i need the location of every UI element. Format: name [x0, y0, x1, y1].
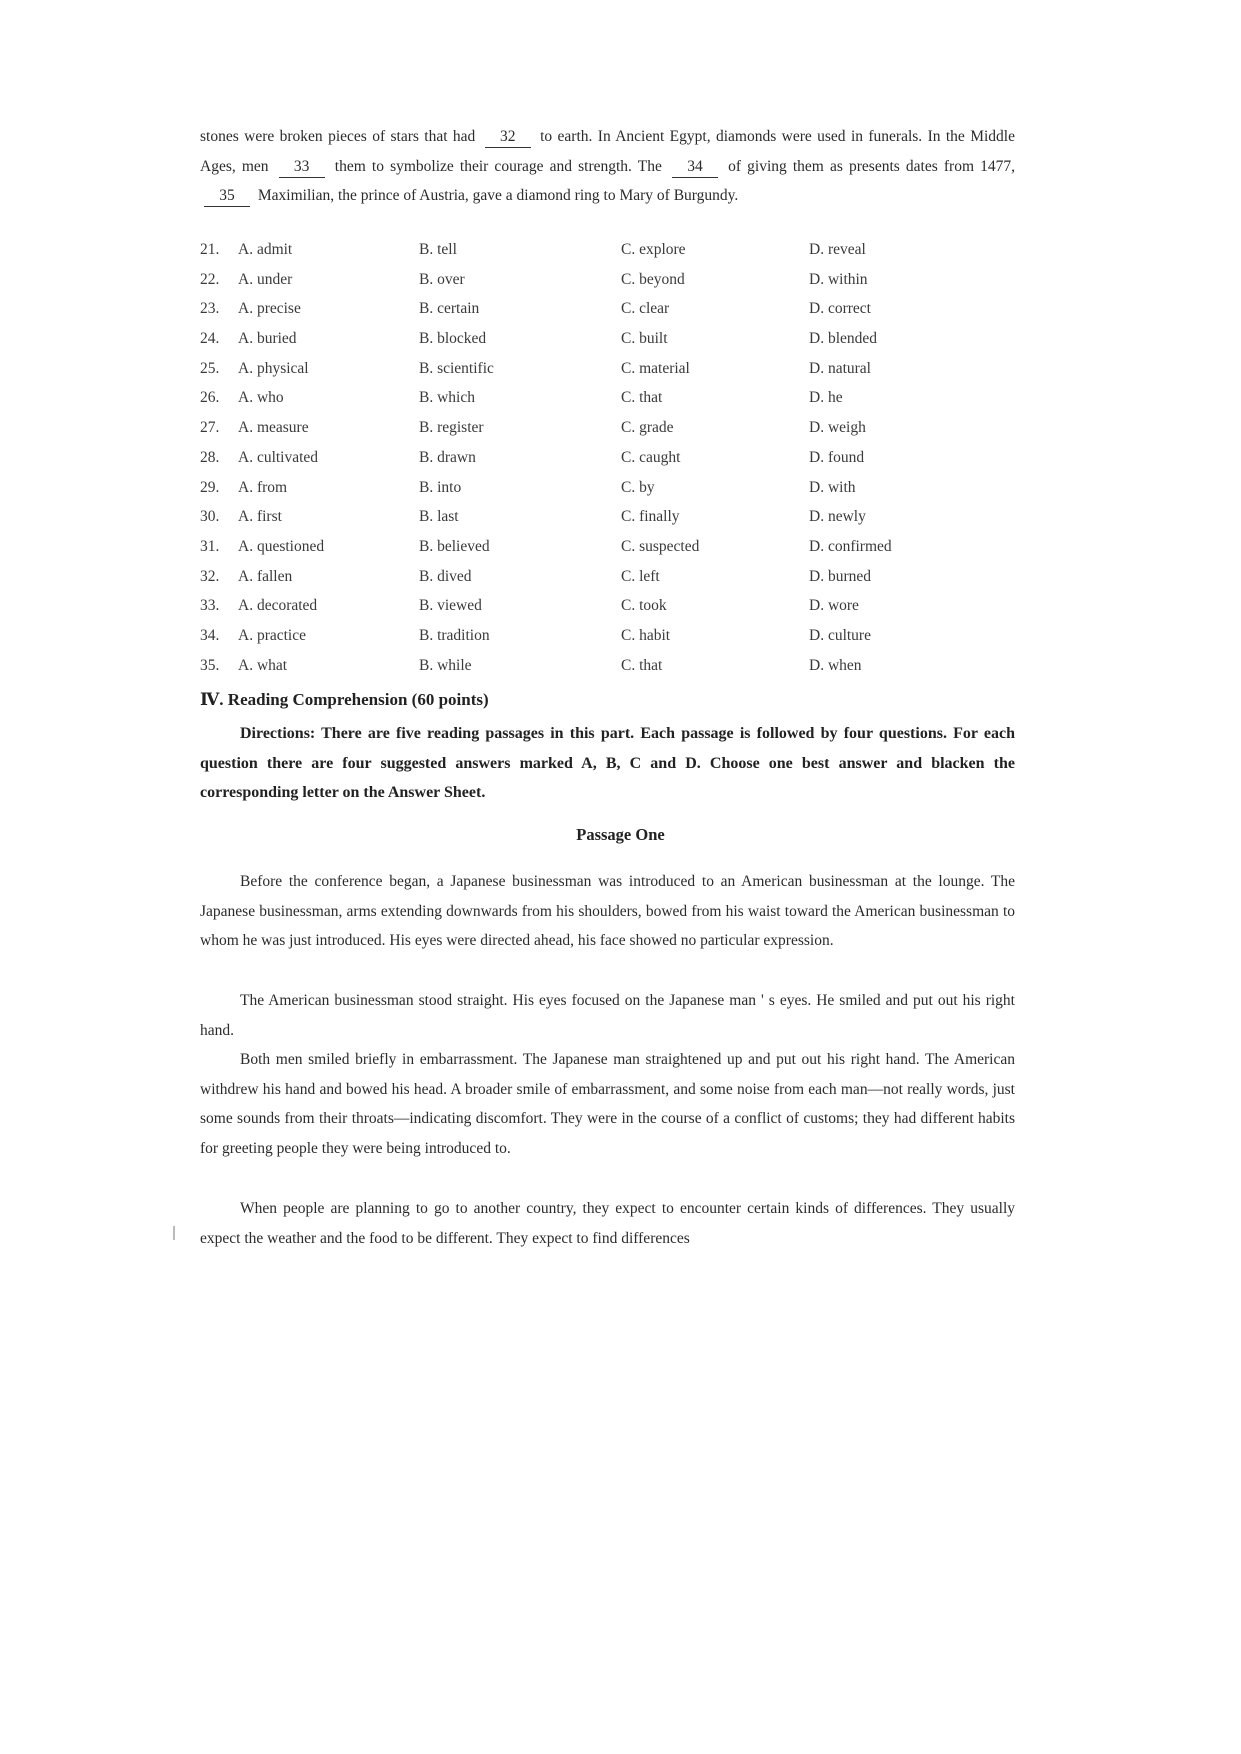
option-row — [200, 241, 960, 271]
option-a: A. what — [238, 656, 288, 674]
passage-paragraph: Both men smiled briefly in embarrassment. The Japanese man straightened up and put out his right hand. The American withdrew his hand and bowed his head. A broader smile of embarrassment, and some noise from each man—not really words, just some sounds from their throats—indicating discomfort. They were in the course of a conflict of customs; they had different habits for greeting people they were being introduced to. — [200, 1051, 1015, 1157]
option-a: A. practice — [238, 626, 306, 644]
question-number: 31. — [200, 537, 220, 555]
option-d: D. weigh — [809, 419, 866, 437]
option-a: A. measure — [238, 419, 309, 437]
option-d: D. found — [809, 448, 865, 466]
option-c: C. finally — [621, 508, 680, 526]
margin-mark — [173, 1226, 175, 1240]
option-d: D. blended — [809, 330, 878, 348]
option-row — [200, 568, 960, 598]
answer-options-list — [200, 241, 960, 686]
option-row — [200, 657, 960, 687]
question-number: 27. — [200, 419, 220, 437]
option-d: D. burned — [809, 567, 871, 585]
question-number: 26. — [200, 389, 220, 407]
option-row — [200, 360, 960, 390]
passage-title: Passage One — [576, 825, 665, 844]
option-a: A. from — [238, 478, 288, 496]
option-a: A. under — [238, 270, 293, 288]
option-row — [200, 597, 960, 627]
option-c: C. built — [621, 330, 668, 348]
question-number: 33. — [200, 597, 220, 615]
blank-35: 35 — [204, 186, 250, 207]
option-d: D. with — [809, 478, 856, 496]
option-a: A. buried — [238, 330, 297, 348]
option-row — [200, 479, 960, 509]
option-d: D. correct — [809, 300, 871, 318]
passage-paragraph: Before the conference began, a Japanese businessman was introduced to an American businessman at the lounge. The Japanese businessman, arms extending downwards from his shoulders, bowed from his waist toward the American businessman to whom he was just introduced. His eyes were directed ahead, his face showed no particular expression. — [200, 873, 1015, 949]
option-row — [200, 271, 960, 301]
option-b: B. believed — [419, 537, 490, 555]
question-number: 28. — [200, 448, 220, 466]
option-d: D. reveal — [809, 241, 866, 258]
cloze-text: of giving them as presents dates from 1477, — [728, 157, 1016, 175]
option-d: D. wore — [809, 597, 859, 615]
question-number: 34. — [200, 626, 220, 644]
option-a: A. physical — [238, 359, 309, 377]
option-row — [200, 389, 960, 419]
option-a: A. admit — [238, 241, 293, 258]
option-c: C. left — [621, 567, 660, 585]
cloze-text: Maximilian, the prince of Austria, gave a diamond ring to Mary of Burgundy. — [257, 187, 739, 204]
option-row — [200, 449, 960, 479]
option-b: B. viewed — [419, 597, 482, 615]
option-c: C. that — [621, 389, 663, 407]
option-c: C. habit — [621, 626, 671, 644]
option-row — [200, 300, 960, 330]
option-d: D. he — [809, 389, 843, 407]
option-b: B. which — [419, 389, 475, 407]
option-b: B. tell — [419, 241, 457, 258]
question-number: 22. — [200, 270, 220, 288]
directions-text: Directions: There are five reading passages in this part. Each passage is followed by four questions. For each question there are four suggested answers marked A, B, C and D. Choose one best answer and blacken the corresponding letter on the Answer Sheet. — [200, 725, 1015, 801]
question-number: 25. — [200, 359, 220, 377]
option-b: B. drawn — [419, 448, 476, 466]
option-row — [200, 330, 960, 360]
question-number: 29. — [200, 478, 220, 496]
question-number: 23. — [200, 300, 220, 318]
option-row — [200, 508, 960, 538]
question-number: 21. — [200, 241, 220, 258]
option-a: A. fallen — [238, 567, 293, 585]
option-c: C. took — [621, 597, 667, 615]
option-b: B. certain — [419, 300, 480, 318]
option-d: D. when — [809, 656, 862, 674]
blank-32: 32 — [485, 127, 531, 148]
option-d: D. newly — [809, 508, 866, 526]
option-b: B. blocked — [419, 330, 487, 348]
passage-paragraph: When people are planning to go to another country, they expect to encounter certain kinds of differences. They usually expect the weather and the food to be different. They expect to find differences — [200, 1200, 1015, 1247]
option-b: B. tradition — [419, 626, 490, 644]
option-row — [200, 627, 960, 657]
blank-33: 33 — [279, 157, 325, 178]
option-b: B. dived — [419, 567, 472, 585]
option-c: C. that — [621, 656, 663, 674]
option-b: B. over — [419, 270, 465, 288]
option-b: B. scientific — [419, 359, 494, 377]
passage-paragraph: The American businessman stood straight. His eyes focused on the Japanese man ' s eyes. He smiled and put out his right hand. — [200, 992, 1015, 1039]
option-c: C. grade — [621, 419, 674, 437]
question-number: 30. — [200, 508, 220, 526]
cloze-text: them to symbolize their courage and strength. The — [334, 157, 662, 175]
option-b: B. last — [419, 508, 459, 526]
option-row — [200, 538, 960, 568]
option-c: C. by — [621, 478, 655, 496]
option-d: D. culture — [809, 626, 871, 644]
option-c: C. material — [621, 359, 690, 377]
option-d: D. confirmed — [809, 537, 892, 555]
question-number: 32. — [200, 567, 220, 585]
section-heading: Ⅳ. Reading Comprehension (60 points) — [200, 690, 489, 709]
cloze-passage-end — [200, 122, 1015, 211]
question-number: 24. — [200, 330, 220, 348]
option-a: A. who — [238, 389, 284, 407]
option-b: B. while — [419, 656, 472, 674]
option-c: C. clear — [621, 300, 670, 318]
option-c: C. suspected — [621, 537, 700, 555]
option-b: B. into — [419, 478, 462, 496]
option-a: A. cultivated — [238, 448, 319, 466]
question-number: 35. — [200, 656, 220, 674]
blank-34: 34 — [672, 157, 718, 178]
option-b: B. register — [419, 419, 484, 437]
option-d: D. natural — [809, 359, 871, 377]
option-a: A. questioned — [238, 537, 325, 555]
option-d: D. within — [809, 270, 868, 288]
option-c: C. caught — [621, 448, 681, 466]
option-a: A. first — [238, 508, 282, 526]
option-row — [200, 419, 960, 449]
option-c: C. beyond — [621, 270, 685, 288]
option-c: C. explore — [621, 241, 686, 258]
option-a: A. decorated — [238, 597, 318, 615]
cloze-text: to earth. In Ancient Egypt, diamonds were used in funerals. In the Middle Ages, men — [200, 128, 1015, 175]
option-a: A. precise — [238, 300, 301, 318]
cloze-text: stones were broken pieces of stars that had — [200, 128, 476, 145]
